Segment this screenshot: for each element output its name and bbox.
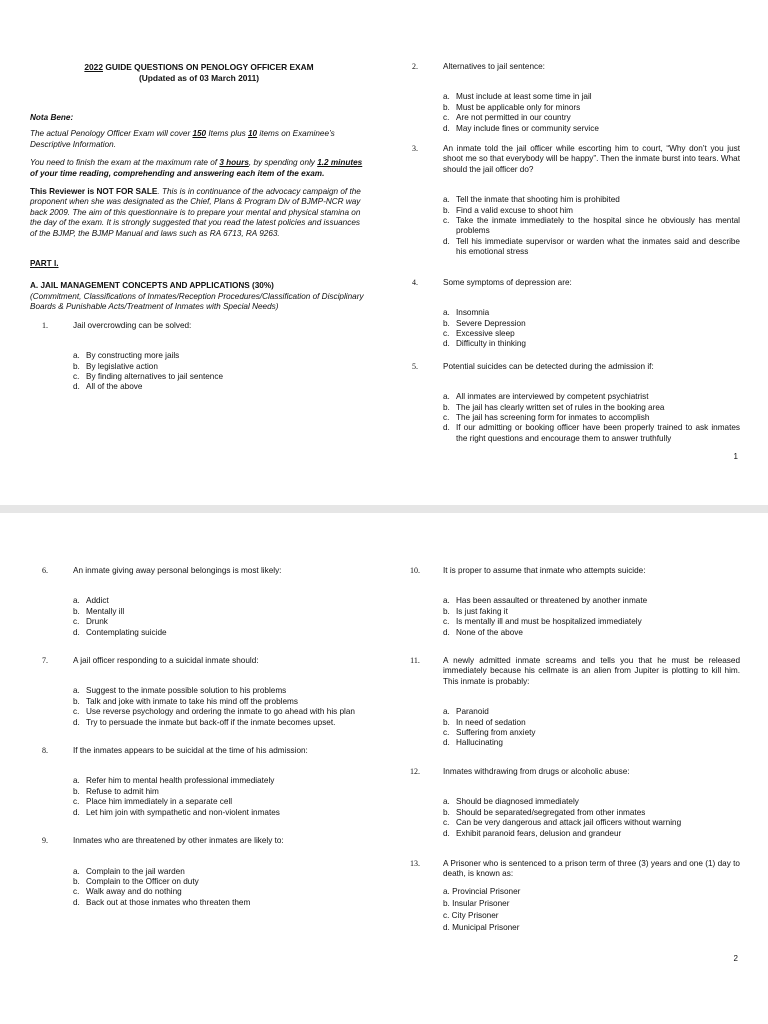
option-d [443,339,740,349]
question-text: A jail officer responding to a suicidal inmate should: [73,656,259,666]
question-9 [30,836,368,908]
option-d [73,718,368,728]
option-letter: c. [443,113,450,123]
option-text: Tell the inmate that shooting him is prohibited [456,195,620,205]
option-b [73,877,368,887]
p2-text-a: You need to finish the exam at the maximum rate of [30,158,220,168]
option-a [443,308,740,318]
option-text: Paranoid [456,707,489,717]
nota-bene-heading: Nota Bene: [30,113,74,122]
question-12 [400,767,740,839]
option-letter: a. [443,195,450,205]
option-b: b. Insular Prisoner [443,898,510,908]
question-13 [400,859,740,934]
question-3 [400,144,740,258]
section-title: A. JAIL MANAGEMENT CONCEPTS AND APPLICATIONS (30%) [30,281,274,291]
option-text: By constructing more jails [86,351,180,361]
option-letter: a. [73,866,80,876]
option-letter: c. [443,216,450,226]
question-10 [400,566,740,638]
option-d [443,628,740,638]
option-text: Should be separated/segregated from other inmates [456,807,646,817]
question-options [73,867,368,909]
option-text: Contemplating suicide [86,627,167,637]
option-d [443,124,740,134]
question-text: An inmate told the jail officer while escorting him to court, “Why don’t you just shoot me so that everybody will be happy”. Then the inmate burst into tears. What should the jail officer do? [443,144,740,174]
option-c [73,617,368,627]
option-letter: b. [443,402,450,412]
option-letter: b. [73,361,80,371]
option-letter: b. [443,717,450,727]
option-letter: d. [73,382,80,392]
page2-left-column [30,566,368,908]
option-letter: d. [443,123,450,133]
question-options [73,351,368,393]
question-7 [30,656,368,728]
option-a [443,195,740,205]
option-letter: d. [73,897,80,907]
option-c: c. City Prisoner [443,910,499,920]
question-options [443,707,740,749]
option-text: All inmates are interviewed by competent psychiatrist [456,392,649,402]
option-letter: b. [443,102,450,112]
option-text: Suffering from anxiety [456,728,536,738]
section-subtitle: (Commitment, Classifications of Inmates/Reception Procedures/Classification of Disciplinary Boards & Punishable Acts/Treatment of Inmates with Special Needs) [30,291,364,312]
p2-text-b: , by spending only [248,158,318,168]
p1-text-c: items on Examinee’s Descriptive Information. [30,129,335,149]
title-text: GUIDE QUESTIONS ON PENOLOGY OFFICER EXAM [103,62,314,72]
title-updated: (Updated as of 03 March 2011) [138,72,260,83]
option-letter: a. [443,707,450,717]
option-letter: a. [443,308,450,318]
option-b [443,319,740,329]
option-letter: c. [73,707,80,717]
question-number: 13. [410,858,420,868]
option-a [443,392,740,402]
option-letter: b. [443,318,450,328]
option-text: Drunk [86,617,108,627]
option-text: Refer him to mental health professional immediately [86,776,275,786]
option-d [73,898,368,908]
option-a [73,596,368,606]
question-text: Inmates withdrawing from drugs or alcoholic abuse: [443,766,630,776]
option-c [443,728,740,738]
question-text: An inmate giving away personal belongings is most likely: [73,566,282,575]
question-options [443,886,740,934]
option-b [73,697,368,707]
option-text: Complain to the Officer on duty [86,876,199,886]
question-text: A newly admitted inmate screams and tells you that he must be released immediately because his cellmate is an alien from Jupiter is plotting to kill him. This inmate is probably: [443,656,740,686]
option-text: Addict [86,596,109,606]
option-text: Are not permitted in our country [456,113,571,123]
option-text: Let him join with sympathetic and non-violent inmates [86,807,280,817]
option-text: Has been assaulted or threatened by another inmate [456,596,648,606]
option-letter: c. [443,818,450,828]
page2-right-column [400,566,740,934]
option-text: Should be diagnosed immediately [456,797,579,807]
option-text: Use reverse psychology and ordering the inmate to go ahead with his plan [86,707,355,717]
option-d [73,808,368,818]
option-letter: c. [73,887,80,897]
question-4 [400,278,740,350]
question-text: A Prisoner who is sentenced to a prison term of three (3) years and one (1) day to death, is known as: [443,858,740,879]
option-d [443,423,740,444]
question-11 [400,656,740,749]
option-a [73,776,368,786]
question-number: 9. [42,836,48,846]
option-letter: b. [73,876,80,886]
p2-minutes: 1.2 minutes [317,158,363,168]
option-text: Place him immediately in a separate cell [86,797,233,807]
option-text: Is mentally ill and must be hospitalized immediately [456,617,642,627]
option-b [73,787,368,797]
p1-extra-items-count: 10 [248,129,258,139]
option-text: If our admitting or booking officer have been properly trained to ask inmates the right questions and encourage them to answer truthfully [456,423,740,443]
option-c [443,113,740,123]
option-c [443,818,740,828]
option-c [443,216,740,237]
option-text: By legislative action [86,361,158,371]
option-letter: a. [73,686,80,696]
option-letter: a. [73,596,80,606]
option-b [443,808,740,818]
option-a [443,707,740,717]
option-letter: d. [443,738,450,748]
question-text: Inmates who are threatened by other inmates are likely to: [73,836,284,846]
option-text: In need of sedation [456,717,526,727]
option-c [73,372,368,382]
option-text: Complain to the jail warden [86,866,185,876]
option-a [73,351,368,361]
option-text: Walk away and do nothing [86,887,182,897]
option-c [73,797,368,807]
option-b [73,362,368,372]
option-letter: d. [73,717,80,727]
option-text: All of the above [86,382,143,392]
question-options [443,308,740,350]
option-letter: a. [73,776,80,786]
option-letter: a. [443,392,450,402]
option-d [443,738,740,748]
option-d [443,829,740,839]
option-text: Exhibit paranoid fears, delusion and grandeur [456,828,622,838]
option-letter: b. [443,205,450,215]
question-number: 12. [410,766,420,776]
page-number: 2 [733,954,738,963]
nota-bene-paragraph-3 [30,187,368,239]
question-options [73,776,368,818]
option-letter: a. [73,351,80,361]
option-text: Tell his immediate supervisor or warden what the inmates said and describe his emotional stress [456,236,740,257]
option-a [73,867,368,877]
question-number: 2. [412,62,418,71]
option-letter: d. [443,627,450,637]
option-d [73,382,368,392]
option-b [443,607,740,617]
question-options [73,596,368,638]
question-options [443,797,740,839]
option-letter: b. [73,606,80,616]
option-text: Difficulty in thinking [456,339,526,349]
question-1 [30,321,368,393]
option-b [443,206,740,216]
option-a [443,797,740,807]
option-text: Can be very dangerous and attack jail officers without warning [456,818,682,828]
option-text: Insomnia [456,308,490,318]
option-c [73,887,368,897]
question-number: 11. [410,656,420,666]
question-number: 3. [412,144,418,154]
page1-left-column [30,62,368,393]
option-letter: a. [443,797,450,807]
question-text: Some symptoms of depression are: [443,277,572,287]
option-text: Mentally ill [86,606,125,616]
option-text: Refuse to admit him [86,786,159,796]
option-c [443,413,740,423]
option-text: By finding alternatives to jail sentence [86,371,223,381]
nota-bene-paragraph-1 [30,129,368,150]
question-text: It is proper to assume that inmate who attempts suicide: [443,566,646,575]
title-year: 2022 [84,62,103,72]
question-2 [400,62,740,134]
option-a [443,92,740,102]
option-b [443,103,740,113]
question-number: 6. [42,566,48,575]
option-text: Take the inmate immediately to the hospital since he obviously has mental problems [456,216,740,236]
option-b [443,403,740,413]
p1-text-a: The actual Penology Officer Exam will cover [30,129,193,139]
option-letter: d. [73,627,80,637]
page1-right-column [400,62,740,444]
p1-text-b: Items plus [206,129,248,139]
question-5 [400,362,740,444]
option-letter: b. [73,786,80,796]
document-page-1 [0,0,768,505]
option-a: a. Provincial Prisoner [443,886,521,896]
option-text: Try to persuade the inmate but back-off if the inmate becomes upset. [86,717,336,727]
option-letter: c. [73,797,80,807]
option-d [73,628,368,638]
document-title [30,62,368,83]
p2-text-c: of your time reading, comprehending and answering each item of the exam. [30,168,325,178]
question-options [443,92,740,134]
question-text: If the inmates appears to be suicidal at the time of his admission: [73,746,308,756]
question-text: Potential suicides can be detected during the admission if: [443,361,654,371]
option-letter: b. [443,606,450,616]
option-a [73,686,368,696]
page-number: 1 [733,452,738,461]
option-letter: d. [73,807,80,817]
option-a [443,596,740,606]
option-text: Find a valid excuse to shoot him [456,205,573,215]
option-letter: d. [443,423,450,433]
option-letter: b. [73,696,80,706]
option-letter: c. [443,617,450,627]
option-letter: c. [73,371,80,381]
p2-hours: 3 hours [219,158,249,168]
option-text: The jail has clearly written set of rules in the booking area [456,402,665,412]
question-text: Alternatives to jail sentence: [443,62,545,71]
part-heading: PART I. [30,259,59,269]
option-text: Talk and joke with inmate to take his mind off the problems [86,696,298,706]
option-d: d. Municipal Prisoner [443,922,520,932]
document-page-2 [0,513,768,1024]
option-letter: c. [443,328,450,338]
option-text: Hallucinating [456,738,503,748]
option-letter: d. [443,236,450,246]
option-text: Excessive sleep [456,328,515,338]
option-letter: c. [443,412,450,422]
question-8 [30,746,368,818]
not-for-sale-notice: This Reviewer is NOT FOR SALE [30,187,158,197]
question-options [73,686,368,728]
option-d [443,237,740,258]
question-number: 5. [412,361,418,371]
question-number: 8. [42,746,48,756]
question-number: 7. [42,656,48,666]
option-text: Is just faking it [456,606,508,616]
option-text: May include fines or community service [456,123,599,133]
question-options [443,596,740,638]
option-text: Severe Depression [456,318,526,328]
option-c [443,329,740,339]
p3-text: . This is in continuance of the advocacy campaign of the proponent when she was designated as the Chief, Plans & Program Div of BJMP-NCR way back 2009. The aim of this questionnaire is to prepare your mental and physical stamina on the day of the exam. It is strongly suggested that you read the latest policies and issuances of the BJMP, the BJMP Manual and laws such as RA 6713, RA 9263. [30,187,361,238]
question-text: Jail overcrowding can be solved: [73,320,192,330]
question-6 [30,566,368,638]
option-c [73,707,368,717]
option-letter: c. [73,617,80,627]
option-text: The jail has screening form for inmates to accomplish [456,412,650,422]
question-number: 1. [42,320,48,330]
option-text: None of the above [456,627,523,637]
option-letter: a. [443,596,450,606]
option-text: Suggest to the inmate possible solution to his problems [86,686,287,696]
option-letter: c. [443,728,450,738]
option-letter: d. [443,339,450,349]
question-options [443,195,740,257]
question-number: 4. [412,277,418,287]
option-text: Back out at those inmates who threaten them [86,897,251,907]
nota-bene-paragraph-2 [30,158,368,179]
option-letter: b. [443,807,450,817]
question-number: 10. [410,566,420,575]
option-letter: d. [443,828,450,838]
question-options [443,392,740,444]
option-text: Must be applicable only for minors [456,102,581,112]
option-c [443,617,740,627]
option-b [443,718,740,728]
option-text: Must include at least some time in jail [456,92,592,102]
option-b [73,607,368,617]
option-letter: a. [443,92,450,102]
p1-items-count: 150 [192,129,207,139]
